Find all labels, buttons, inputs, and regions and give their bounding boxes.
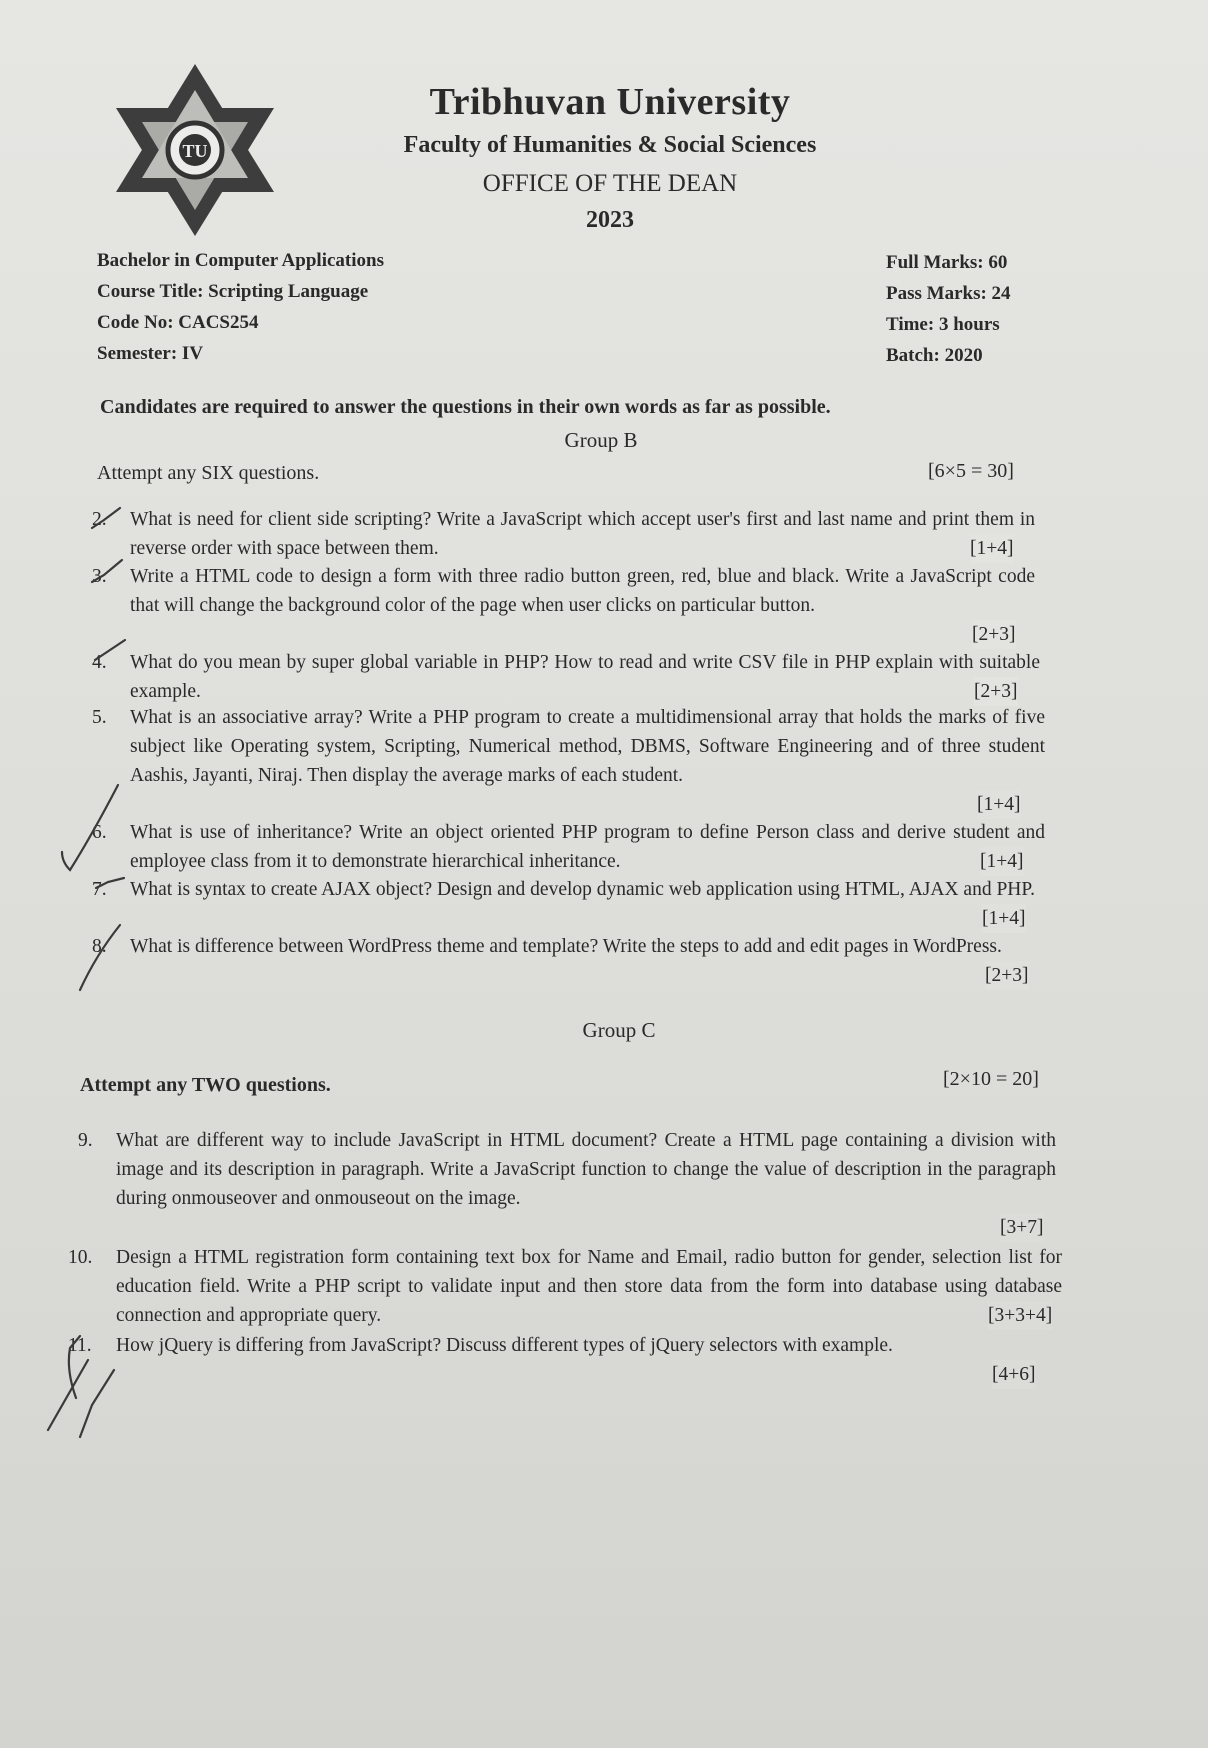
question-marks: [3+7] [1000,1213,1044,1242]
question-3 [92,562,1047,649]
marks-details [886,252,1011,376]
course-details [97,250,384,374]
question-text: What is difference between WordPress theme and template? Write the steps to add and edit pages in WordPress. [130,936,1002,957]
question-2 [92,505,1047,563]
question-number: 11. [68,1335,92,1356]
question-8 [92,932,1057,990]
question-number: 7. [92,879,107,900]
course-code: Code No: CACS254 [97,312,259,333]
office-name: OFFICE OF THE DEAN [482,170,738,197]
question-text: What is syntax to create AJAX object? Design and develop dynamic web application using HTML, AJAX and PHP. [130,879,1035,900]
question-marks: [3+3+4] [988,1301,1052,1330]
question-number: 10. [68,1247,93,1268]
question-text: What is use of inheritance? Write an object oriented PHP program to define Person class and derive student and employee class from it to demonstrate hierarchical inheritance. [130,822,1045,872]
question-text: What is need for client side scripting? Write a JavaScript which accept user's first and last name and print them in reverse order with space between them. [130,509,1035,559]
faculty-name: Faculty of Humanities & Social Sciences [403,132,817,158]
question-9 [78,1126,1068,1242]
question-10 [68,1243,1070,1331]
pass-marks: Pass Marks: 24 [886,283,1011,304]
batch: Batch: 2020 [886,345,983,366]
question-number: 4. [92,652,107,673]
group-b-marks: [6×5 = 30] [928,460,1014,482]
group-c-instruction: Attempt any TWO questions. [80,1074,331,1096]
university-name: Tribhuvan University [429,81,791,123]
exam-time: Time: 3 hours [886,314,1000,335]
svg-text:TU: TU [182,141,208,161]
question-marks: [1+4] [977,790,1021,819]
question-number: 3. [92,566,107,587]
question-marks: [4+6] [992,1360,1036,1389]
university-logo [108,60,283,240]
question-number: 8. [92,936,107,957]
question-marks: [1+4] [982,904,1026,933]
question-marks: [2+3] [972,620,1016,649]
exam-year: 2023 [586,207,634,233]
group-b-instruction: Attempt any SIX questions. [97,462,320,484]
question-4 [92,648,1047,706]
question-number: 6. [92,822,107,843]
group-b-title: Group B [564,428,638,452]
question-number: 2. [92,509,107,530]
question-text: What are different way to include JavaScript in HTML document? Create a HTML page containing a division with image and its description in paragraph. Write a JavaScript function to change the value of description in the paragraph during onmouseover and onmouseout on the image. [116,1130,1056,1209]
question-11 [68,1331,1073,1389]
question-6 [92,818,1052,876]
question-text: How jQuery is differing from JavaScript? Discuss different types of jQuery selectors with example. [116,1335,893,1356]
question-number: 9. [78,1130,93,1151]
program-name: Bachelor in Computer Applications [97,250,384,271]
question-text: What is an associative array? Write a PHP program to create a multidimensional array that holds the marks of five subject like Operating system, Scripting, Numerical method, DBMS, Software Engineering and of three student Aashis, Jayanti, Niraj. Then display the average marks of each student. [130,707,1045,786]
general-instruction: Candidates are required to answer the questions in their own words as far as possible. [100,396,831,418]
full-marks: Full Marks: 60 [886,252,1008,273]
question-marks: [1+4] [970,534,1014,563]
question-number: 5. [92,707,107,728]
question-5 [92,703,1052,819]
course-title: Course Title: Scripting Language [97,281,369,302]
group-c-marks: [2×10 = 20] [943,1068,1039,1090]
question-marks: [2+3] [974,677,1018,706]
question-text: Design a HTML registration form containing text box for Name and Email, radio button for gender, selection list for education field. Write a PHP script to validate input and then store data from the form into database using database connection and appropriate query. [116,1247,1062,1326]
group-c-title: Group C [582,1018,656,1042]
question-7 [92,875,1052,933]
question-marks: [1+4] [980,847,1024,876]
semester: Semester: IV [97,343,204,364]
question-text: What do you mean by super global variable in PHP? How to read and write CSV file in PHP explain with suitable example. [130,652,1040,702]
question-marks: [2+3] [985,961,1029,990]
question-text: Write a HTML code to design a form with three radio button green, red, blue and black. Write a JavaScript code that will change the background color of the page when user clicks on particular button. [130,566,1035,616]
